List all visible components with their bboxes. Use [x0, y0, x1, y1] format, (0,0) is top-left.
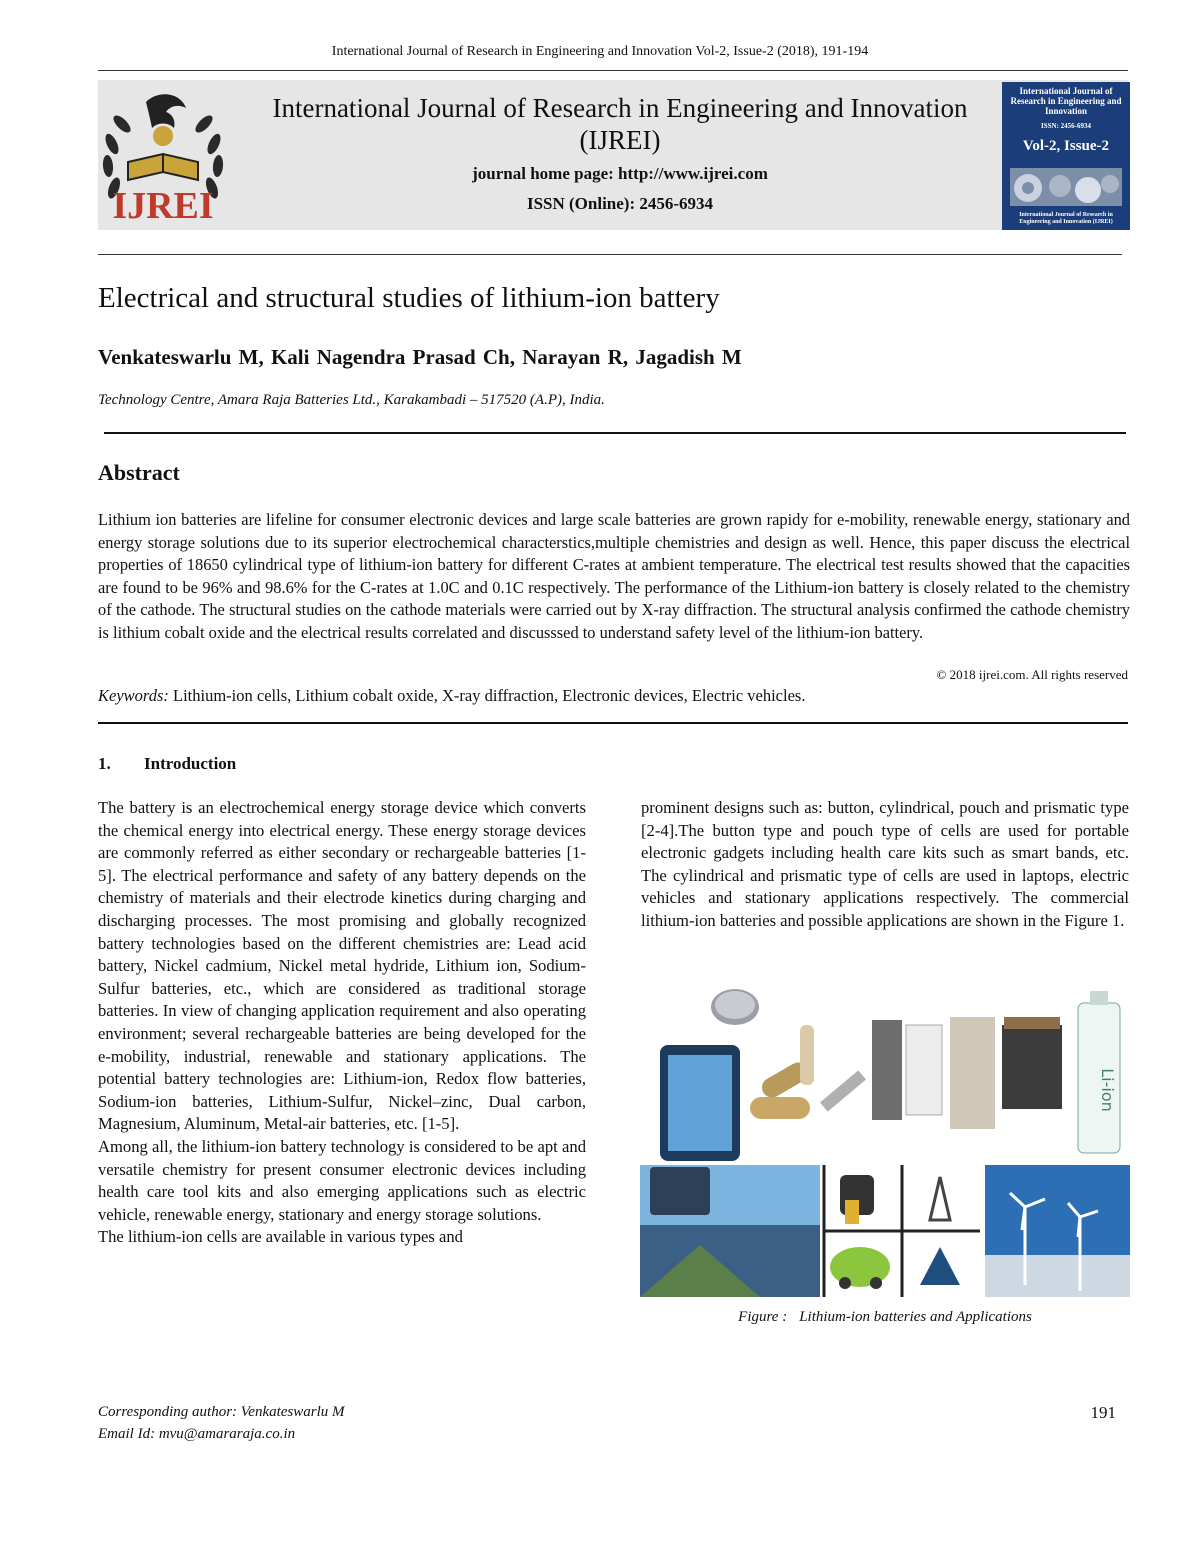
journal-name-line1: International Journal of Research in Engineering and Innovation: [272, 93, 968, 123]
journal-homepage: journal home page: http://www.ijrei.com: [472, 164, 768, 183]
running-head: International Journal of Research in Engineering and Innovation Vol-2, Issue-2 (2018), 191-194: [331, 44, 869, 59]
journal-name-line2: (IJREI): [579, 125, 661, 155]
logo-text: IJREI: [112, 185, 214, 226]
paragraph: The lithium-ion cells are available in various types and: [98, 1227, 463, 1247]
journal-issn: ISSN (Online): 2456-6934: [526, 194, 714, 213]
cover-footer: International Journal of Research in Engineering and Innovation (IJREI): [1019, 212, 1113, 225]
figure-caption-text: Lithium-ion batteries and Applications: [799, 1309, 1032, 1325]
authors: Venkateswarlu M, Kali Nagendra Prasad Ch, Narayan R, Jagadish M: [98, 345, 742, 369]
journal-cover: [1002, 82, 1130, 230]
header-rule: [98, 70, 1128, 71]
section-heading: [98, 754, 236, 774]
keywords: [98, 686, 805, 706]
copyright: © 2018 ijrei.com. All rights reserved: [936, 667, 1128, 682]
figure-batteries-applications: [640, 985, 1130, 1297]
cover-volume: Vol-2, Issue-2: [1022, 138, 1110, 154]
author-email: Email Id: mvu@amararaja.co.in: [98, 1426, 296, 1442]
section-title: Introduction: [144, 754, 237, 773]
figure-label: Figure :: [738, 1309, 788, 1325]
keywords-list: Lithium-ion cells, Lithium cobalt oxide, X-ray diffraction, Electronic devices, Electric vehicles.: [168, 686, 806, 705]
journal-name: [240, 92, 1000, 156]
keywords-label: Keywords:: [98, 686, 169, 705]
paper-title: Electrical and structural studies of lithium-ion battery: [98, 282, 720, 314]
affiliation: Technology Centre, Amara Raja Batteries Ltd., Karakambadi – 517520 (A.P), India.: [98, 392, 605, 408]
paragraph: prominent designs such as: button, cylindrical, pouch and prismatic type [2-4].The button type and pouch type of cells are used for portable electronic gadgets including health care kits such as smart bands, etc. The cylindrical and prismatic type of cells are used in laptops, electric vehicles and stationary applications respectively. The commercial lithium-ion batteries and possible applications are shown in the Figure 1.: [641, 798, 1129, 930]
corresponding-author: Corresponding author: Venkateswarlu M: [98, 1404, 345, 1420]
banner-rule: [98, 254, 1122, 255]
paragraph: Among all, the lithium-ion battery technology is considered to be apt and versatile chemistry for present consumer electronic devices including health care tool kits and also emerging applications such as electric vehicle, renewable energy, stationary and energy storage solutions.: [98, 1136, 586, 1224]
left-column: [98, 797, 586, 1249]
cover-issn: ISSN: 2456-6934: [1041, 122, 1091, 130]
abstract-heading: Abstract: [98, 460, 180, 485]
section-number: 1.: [98, 754, 111, 773]
affiliation-rule: [104, 432, 1126, 434]
abstract-rule: [98, 722, 1128, 724]
paragraph: The battery is an electrochemical energy storage device which converts the chemical energy into electrical energy. These energy storage devices are commonly referred as either secondary or rechargeable batteries [1-5]. The electrical performance and safety of any battery depends on the chemistry of materials and their electrode kinetics during charging and discharging processes. The most promising and globally recognized battery technologies based on the different chemistries are: Lead acid battery, Nickel cadmium, Nickel metal hydride, Lithium ion, Sodium-Sulfur batteries, etc., which are considered as traditional storage batteries. In view of changing application requirement and also operating environment; several rechargeable batteries are being developed for the e-mobility, industrial, renewable and stationary applications. The potential battery technologies are: Lithium-ion, Redox flow batteries, Sodium-ion batteries, Lithium-Sulfur, Nickel–zinc, Dual carbon, Magnesium, Aluminum, Metal-air batteries, etc. [1-5].: [98, 798, 586, 1134]
abstract-text: Lithium ion batteries are lifeline for consumer electronic devices and large scale batteries are grown rapidy for e-mobility, renewable energy, stationary and energy storage solutions due to its superior electrochemical characterstics,multiple chemistries and design as well. Hence, this paper discuss the electrical properties of 18650 cylindrical type of lithium-ion battery for different C-rates at ambient temperature. The electrical test results showed that the capacities are found to be 96% and 98.6% for the C-rates at 1.0C and 0.1C respectively. The performance of the Lithium-ion battery is closely related to the chemistry of the cathode. The structural studies on the cathode materials were carried out by X-ray diffraction. The structural analysis confirmed the cathode chemistry is lithium cobalt oxide and the electrical results correlated and discusssed to understand safety level of the lithium-ion battery.: [98, 510, 1130, 642]
figure-caption: [640, 1309, 1130, 1326]
page-number: 191: [1090, 1403, 1116, 1422]
ijrei-logo: [98, 84, 228, 226]
right-column: [641, 797, 1129, 933]
banner-text: [240, 92, 1000, 214]
cell-label: Li-ion: [1098, 1068, 1117, 1112]
cover-image: [1010, 168, 1122, 206]
cover-title: International Journal of Research in Engineering and Innovation: [1010, 86, 1122, 116]
